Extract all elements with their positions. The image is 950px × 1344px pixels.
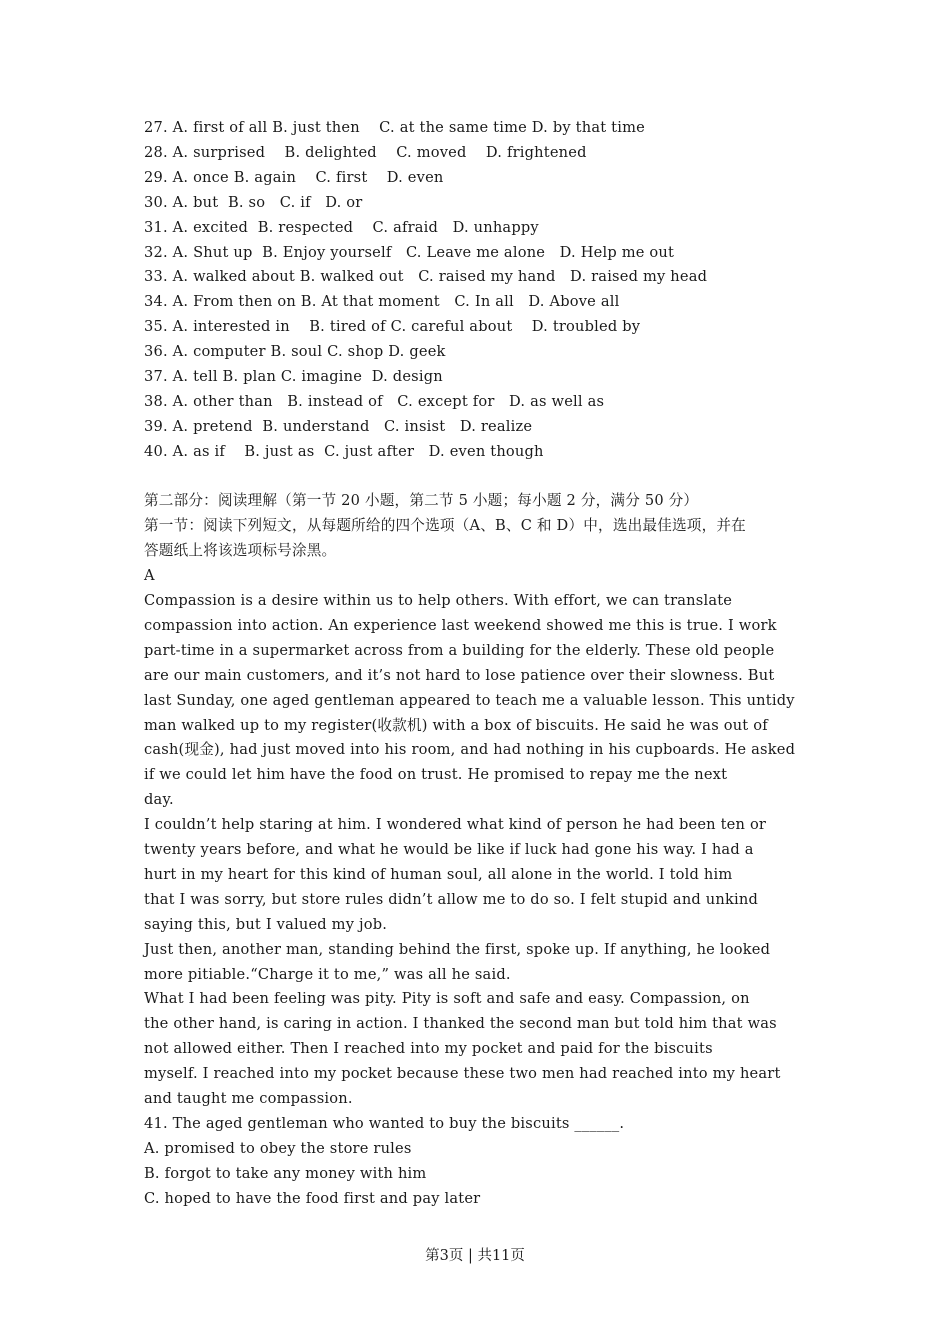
answer-option-line: 38. A. other than B. instead of C. except for D. as well as [144,392,605,410]
answer-option-line: 39. A. pretend B. understand C. insist D. realize [144,417,533,435]
question-line: A. promised to obey the store rules [144,1139,412,1157]
passage-line: cash(现金), had just moved into his room, and had nothing in his cupboards. He asked [144,741,796,759]
passage-line: the other hand, is caring in action. I thanked the second man but told him that was [144,1015,777,1033]
answer-option-line: 36. A. computer B. soul C. shop D. geek [144,343,446,361]
passage-line: saying this, but I valued my job. [144,915,388,933]
passage-line: Compassion is a desire within us to help others. With effort, we can translate [144,592,733,609]
passage-line: man walked up to my register(收款机) with a box of biscuits. He said he was out of [144,716,768,734]
passage-line: are our main customers, and it’s not hard to lose patience over their slowness. But [144,666,775,684]
passage-line: last Sunday, one aged gentleman appeared to teach me a valuable lesson. This untidy [144,691,795,709]
passage-line: hurt in my heart for this kind of human soul, all alone in the world. I told him [144,865,733,883]
question-line: B. forgot to take any money with him [144,1164,427,1182]
section-heading-line: A [144,566,155,584]
answer-option-line: 40. A. as if B. just as C. just after D. even though [144,442,544,460]
answer-option-line: 27. A. first of all B. just then C. at the same time D. by that time [144,119,645,136]
answer-option-line: 28. A. surprised B. delighted C. moved D. frightened [144,143,587,161]
passage-line: I couldn’t help staring at him. I wondered what kind of person he had been ten or [144,816,767,834]
passage-line: that I was sorry, but store rules didn’t allow me to do so. I felt stupid and unkind [144,890,759,908]
passage-line: part-time in a supermarket across from a building for the elderly. These old people [144,641,775,659]
passage-line: day. [144,791,174,809]
answer-option-line: 30. A. but B. so C. if D. or [144,193,363,211]
question-line: 41. The aged gentleman who wanted to buy the biscuits ______. [144,1115,625,1132]
answer-option-line: 37. A. tell B. plan C. imagine D. design [144,368,443,385]
passage-line: Just then, another man, standing behind the first, spoke up. If anything, he looked [144,940,771,958]
answer-option-line: 35. A. interested in B. tired of C. careful about D. troubled by [144,318,641,336]
passage-line: not allowed either. Then I reached into my pocket and paid for the biscuits [144,1040,713,1058]
answer-option-line: 29. A. once B. again C. first D. even [144,168,444,186]
passage-line: What I had been feeling was pity. Pity is soft and safe and easy. Compassion, on [144,990,750,1008]
passage-line: if we could let him have the food on trust. He promised to repay me the next [144,766,728,784]
section-heading-line: 第一节：阅读下列短文，从每题所给的四个选项（A、B、C 和 D）中，选出最佳选项，并在 [144,516,746,534]
section-heading-line: 第二部分：阅读理解（第一节 20 小题，第二节 5 小题；每小题 2 分，满分 50 分） [144,492,699,509]
passage-line: more pitiable.“Charge it to me,” was all he said. [144,965,511,983]
answer-option-line: 34. A. From then on B. At that moment C. In all D. Above all [144,293,620,311]
page-footer: 第3页 | 共11页 [425,1248,525,1264]
passage-line: compassion into action. An experience last weekend showed me this is true. I work [144,616,777,634]
section-heading-line: 答题纸上将该选项标号涂黑。 [144,541,337,559]
question-line: C. hoped to have the food first and pay later [144,1189,481,1207]
passage-line: and taught me compassion. [144,1090,353,1107]
answer-option-line: 32. A. Shut up B. Enjoy yourself C. Leave me alone D. Help me out [144,243,675,261]
answer-option-line: 33. A. walked about B. walked out C. raised my hand D. raised my head [144,268,708,286]
answer-option-line: 31. A. excited B. respected C. afraid D. unhappy [144,218,539,236]
passage-line: myself. I reached into my pocket because these two men had reached into my heart [144,1065,781,1083]
passage-line: twenty years before, and what he would be like if luck had gone his way. I had a [144,841,754,858]
